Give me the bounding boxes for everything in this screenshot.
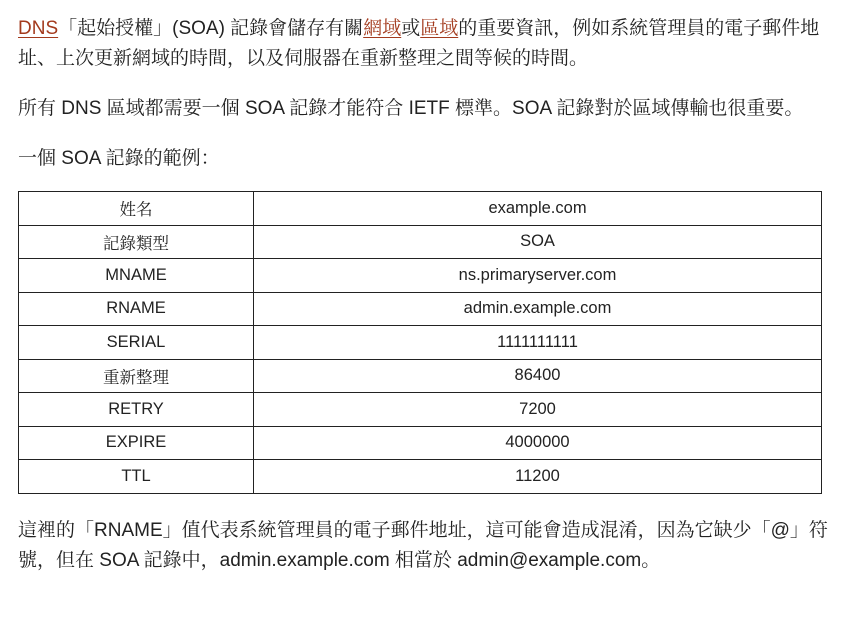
row-key: 重新整理	[19, 359, 254, 393]
example-heading: 一個 SOA 記錄的範例：	[18, 148, 220, 169]
dns-link[interactable]: DNS	[18, 18, 59, 39]
table-row	[19, 225, 822, 259]
row-value: ns.primaryserver.com	[254, 259, 822, 293]
row-key: 姓名	[19, 192, 254, 226]
row-value: 11200	[254, 460, 822, 494]
row-key: RNAME	[19, 292, 254, 326]
intro-text-2: 或	[401, 18, 421, 39]
rname-note-paragraph: 這裡的「RNAME」值代表系統管理員的電子郵件地址，這可能會造成混淆，因為它缺少「@」符號，但在 SOA 記錄中，admin.example.com 相當於 admin@example.com。	[18, 519, 828, 571]
table-row	[19, 326, 822, 360]
intro-paragraph	[18, 14, 831, 74]
table-row	[19, 359, 822, 393]
row-key: SERIAL	[19, 326, 254, 360]
table-row	[19, 393, 822, 427]
intro-text-1: 「起始授權」(SOA) 記錄會儲存有關	[58, 18, 364, 39]
row-key: RETRY	[19, 393, 254, 427]
row-key: TTL	[19, 460, 254, 494]
table-row	[19, 292, 822, 326]
zone-link[interactable]: 區域	[420, 18, 459, 39]
row-key: EXPIRE	[19, 426, 254, 460]
requirement-paragraph: 所有 DNS 區域都需要一個 SOA 記錄才能符合 IETF 標準。SOA 記錄對於區域傳輸也很重要。	[18, 98, 804, 119]
row-value: 4000000	[254, 426, 822, 460]
row-value: example.com	[254, 192, 822, 226]
row-value: 1111111111	[254, 326, 822, 360]
intro-text-3: 的重要資訊，例如系統管理員的電子郵件地址、上次更新網域的時間，以及伺服器在重新整理之間等候的時間。	[18, 18, 820, 69]
row-key: MNAME	[19, 259, 254, 293]
table-row	[19, 259, 822, 293]
row-value: 7200	[254, 393, 822, 427]
table-row	[19, 192, 822, 226]
soa-example-table	[18, 191, 822, 494]
table-row	[19, 460, 822, 494]
row-key: 記錄類型	[19, 225, 254, 259]
domain-link[interactable]: 網域	[363, 18, 402, 39]
row-value: SOA	[254, 225, 822, 259]
row-value: admin.example.com	[254, 292, 822, 326]
table-row	[19, 426, 822, 460]
row-value: 86400	[254, 359, 822, 393]
